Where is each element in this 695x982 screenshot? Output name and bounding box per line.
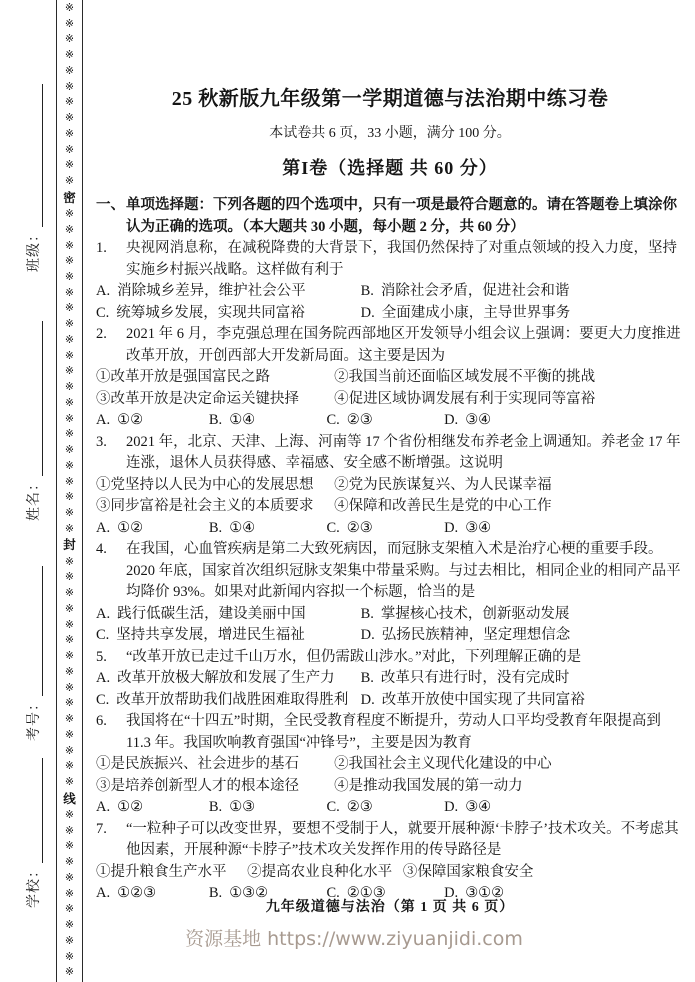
choice-letter: C. [96,627,110,643]
choice-item [361,690,684,712]
choice-text: ①④ [229,412,256,428]
question [96,539,684,647]
choice-text: ①④ [229,519,256,536]
seal-line-symbol: ※ [64,381,75,394]
seal-line-symbol: ※ [64,744,75,757]
question [96,647,684,712]
question [96,711,684,819]
seal-line-symbol: ※ [64,760,75,773]
seal-line-symbol: ※ [64,2,75,14]
seal-line-symbol: ※ [64,143,75,156]
seal-line-symbol: ※ [64,475,75,488]
question-stem: 央视网消息称，在减税降费的大背景下，我国仍然保持了对重点领域的投入力度，坚持实施乡村振兴战略。这样做有利于 [126,240,677,278]
seal-line-symbol: ※ [64,618,75,631]
seal-line-symbol: ※ [64,96,75,109]
question [96,324,684,432]
choice-letter: A. [96,799,111,815]
seal-line-symbol: ※ [64,808,75,821]
choice-letter: A. [96,885,111,901]
choice-text: 消除城乡差异，维护社会公平 [117,283,306,299]
choice-item [96,281,361,303]
seal-line-symbol: ※ [64,127,75,140]
seal-line-symbol: ※ [64,871,75,884]
seal-line-symbol: ※ [64,17,75,30]
choice-item [326,410,444,432]
suboption-item: ③是培养创新型人才的根本途径 [96,777,299,794]
choice-item [209,518,327,540]
choice-letter: A. [96,283,111,299]
fill-in-line [28,321,43,476]
seal-line-symbol: ※ [64,175,75,188]
section-title: 第I卷（选择题 共 60 分） [282,158,498,178]
question-choices [96,604,684,647]
suboption-item: ③改革开放是决定命运关键抉择 [96,390,299,407]
seal-line-symbol: ※ [64,634,75,647]
seal-line-symbol: ※ [64,650,75,663]
margin-field [21,553,43,741]
choice-item [361,303,684,325]
seal-line-symbol: ※ [64,775,75,788]
question [96,819,684,905]
choice-letter: B. [360,605,374,622]
choice-letter: B. [208,519,223,536]
seal-line-symbol: ※ [64,255,75,268]
choice-text: ③④ [465,412,492,428]
seal-line-symbol: ※ [64,459,75,472]
seal-line-symbol: ※ [64,428,75,441]
choice-letter: A. [96,605,111,622]
question-stem: 我国将在“十四五”时期，全民受教育程度不断提升，劳动人口平均受教育年限提高到 11.3 年。我国吹响教育强国“冲锋号”，主要是因为教育 [126,713,661,751]
choice-text: ③④ [465,519,492,536]
suboption-item: ①提升粮食生产水平 [96,863,227,880]
question-choices [96,668,684,711]
question-number: 5. [96,648,107,665]
seal-line-symbol: ※ [64,80,75,93]
instruction-number: 一、 [96,197,125,213]
choice-text: ①②③ [117,885,157,901]
seal-line-symbol: ※ [64,507,75,519]
choice-letter: D. [360,691,375,708]
choice-letter: A. [96,412,111,428]
question-stem: “一粒种子可以改变世界，要想不受制于人，就要开展种源‘卡脖子’技术攻关。不考虑其他因素，开展种源“卡脖子”技术攻关发挥作用的传导路径是 [126,820,679,858]
seal-line-symbol: ※ [64,412,75,425]
seal-line-symbol: ※ [64,919,75,932]
seal-line-symbol: ※ [64,522,75,535]
choice-text: 掌握核心技术，创新驱动发展 [380,605,570,622]
exam-title: 25 秋新版九年级第一学期道德与法治期中练习卷 [171,88,609,110]
seal-line-symbol: ※ [64,934,75,947]
seal-line-symbol: ※ [64,64,75,77]
choice-letter: A. [96,670,111,686]
seal-line-symbol: ※ [64,349,75,362]
choice-letter: B. [208,885,223,901]
question-number: 1. [96,240,107,256]
choice-letter: B. [208,412,223,428]
question [96,238,684,324]
question-choices [96,281,684,324]
seal-line-symbol: ※ [64,396,75,409]
choice-letter: B. [208,799,223,815]
fill-in-line [28,758,43,863]
exam-subtitle: 本试卷共 6 页，33 小题，满分 100 分。 [269,126,511,141]
question-stem: 在我国，心血管疾病是第二大致死病因，而冠脉支架植入术是治疗心梗的重要手段。2020 年底，国家首次组织冠脉支架集中带量采购。与过去相比，相同企业的相同产品平均降价 93%。如果对此新闻内容拟一个标题，恰当的是 [126,541,681,600]
margin-field-label: 学校： [27,863,42,908]
suboption-item: ②提高农业良种化水平 [247,863,393,880]
seal-line-symbol: ※ [64,602,75,615]
margin-field [21,309,43,521]
question-stem: 2021 年 6 月，李克强总理在国务院西部地区开发领导小组会议上强调：要更大力度推进改革开放，开创西部大开发新局面。这主要是因为 [126,326,681,364]
choice-letter: D. [444,519,459,536]
suboption-item: ②我国社会主义现代化建设的中心 [334,756,552,772]
question-list [96,238,684,905]
choice-text: ①② [117,519,144,536]
choice-text: 改革开放极大解放和发展了生产力 [117,670,335,686]
margin-field-label: 姓名： [27,476,42,521]
suboption-item: ④是推动我国发展的第一动力 [334,777,523,794]
seal-line-symbol: ※ [64,681,75,694]
suboption-item: ④保障和改善民生是党的中心工作 [334,498,552,514]
choice-letter: B. [360,670,374,686]
choice-letter: C. [326,885,340,901]
seal-line-character: 线 [63,791,76,806]
seal-line-character: 密 [63,190,76,205]
choice-item [361,625,684,647]
seal-line-symbol: ※ [64,824,75,837]
choice-text: ③①② [465,885,505,901]
choice-letter: D. [444,412,459,428]
seal-line-symbol: ※ [64,587,75,600]
choice-letter: C. [96,691,110,708]
choice-letter: D. [360,627,375,643]
choice-text: ②③ [346,519,373,536]
page-footer: 九年级道德与法治（第 1 页 共 6 页） [265,900,515,915]
choice-letter: C. [326,519,340,536]
choice-text: ②③ [346,412,373,428]
choice-item [209,410,327,432]
question-stem: 2021 年，北京、天津、上海、河南等 17 个省份相继发布养老金上调通知。养老金 17 年连涨，退休人员获得感、幸福感、安全感不断增强。这说明 [126,433,681,471]
margin-field [21,746,43,908]
seal-line-symbol: ※ [64,208,75,221]
suboption-item: ①改革开放是强国富民之路 [96,369,270,385]
question-suboptions [96,754,684,797]
choice-letter: D. [360,304,375,321]
choice-text: ①③② [229,885,269,901]
choice-item [96,410,209,432]
choice-item [361,668,684,690]
choice-letter: C. [96,304,110,321]
choice-item [96,518,209,540]
seal-line-symbol: ※ [64,728,75,741]
choice-item [361,281,684,303]
choice-text: 坚持共享发展，增进民生福祉 [116,627,305,643]
choice-letter: D. [444,799,459,815]
choice-text: 改革开放使中国实现了共同富裕 [381,691,585,708]
margin-field-label: 班级： [27,227,42,272]
choice-letter: A. [96,519,111,536]
watermark-url: 资源基地 https://www.ziyuanjidi.com [185,928,523,950]
choice-text: ①② [117,799,144,815]
instruction-text: 单项选择题：下列各题的四个选项中，只有一项是最符合题意的。请在答题卷上填涂你认为正确的选项。（本大题共 30 小题，每小题 2 分，共 60 分） [126,197,677,235]
section-instruction [96,195,684,238]
choice-letter: C. [326,412,340,428]
question-number: 2. [96,326,107,342]
suboption-item: ②党为民族谋复兴、为人民谋幸福 [334,476,552,493]
choice-text: ③④ [465,799,492,815]
choice-item [209,797,327,819]
choice-item [96,625,361,647]
seal-line-symbol: ※ [64,887,75,900]
seal-line-symbol: ※ [64,159,75,172]
seal-line-symbol: ※ [64,903,75,916]
seal-line-symbol: ※ [64,270,75,283]
choice-item [444,410,684,432]
question-number: 3. [96,433,107,450]
seal-line-character: 封 [63,538,76,553]
fill-in-line [28,566,43,696]
fill-in-line [28,84,43,227]
choice-text: 改革开放帮助我们战胜困难取得胜利 [116,691,349,708]
question-choices [96,410,684,432]
choice-text: 弘扬民族精神，坚定理想信念 [381,627,571,643]
seal-line-symbol: ※ [64,665,75,678]
suboption-item: ③同步富裕是社会主义的本质要求 [96,498,314,514]
choice-item [444,518,684,540]
seal-line-symbol: ※ [64,112,75,125]
exam-content [96,0,684,905]
seal-line-symbol: ※ [64,713,75,726]
question-suboptions [96,367,684,410]
choice-item [444,797,684,819]
choice-letter: D. [444,885,459,901]
seal-line-symbol: ※ [64,491,75,504]
seal-line-symbol: ※ [64,318,75,331]
suboption-item: ①党坚持以人民为中心的发展思想 [96,476,314,493]
choice-letter: B. [360,283,374,299]
suboption-item: ②我国当前还面临区域发展不平衡的挑战 [334,369,596,385]
seal-line-symbol: ※ [64,555,75,568]
seal-line-symbol: ※ [64,33,75,46]
question-number: 4. [96,541,107,557]
suboption-item: ①是民族振兴、社会进步的基石 [96,756,299,772]
choice-item [361,604,684,626]
seal-line-symbol: ※ [64,286,75,299]
margin-field-label: 考号： [27,696,42,741]
seal-line-symbol: ※ [64,239,75,252]
seal-line-symbol: ※ [64,223,75,236]
choice-text: 改革只有进行时，没有完成时 [380,670,570,686]
question-choices [96,797,684,819]
choice-item [96,668,361,690]
seal-line-symbol: ※ [64,571,75,584]
question-stem: “改革开放已走过千山万水，但仍需跋山涉水。”对此，下列理解正确的是 [126,648,582,665]
choice-letter: C. [326,799,340,815]
choice-item [96,303,361,325]
choice-item [96,604,361,626]
margin-field [21,72,43,272]
question [96,432,684,540]
seal-line-symbol: ※ [64,365,75,378]
question-suboptions [96,475,684,518]
choice-text: 践行低碳生活，建设美丽中国 [117,605,306,622]
choice-text: ②①③ [346,885,386,901]
question-choices [96,518,684,540]
question-suboptions [96,862,684,884]
choice-item [326,797,444,819]
choice-text: 全面建成小康，主导世界事务 [381,304,571,321]
choice-text: ①③ [229,799,256,815]
seal-line-symbol: ※ [64,966,75,979]
question-number: 7. [96,820,107,837]
choice-item [96,690,361,712]
seal-line-strip [56,0,83,982]
seal-line-symbol: ※ [64,840,75,853]
seal-line-symbol: ※ [64,950,75,963]
choice-text: 消除社会矛盾，促进社会和谐 [380,283,570,299]
choice-text: 统筹城乡发展，实现共同富裕 [116,304,305,321]
question-number: 6. [96,713,107,729]
seal-line-symbol: ※ [64,444,75,457]
suboption-item: ④促进区域协调发展有利于实现同等富裕 [334,390,596,407]
suboption-item: ③保障国家粮食安全 [402,863,534,880]
choice-text: ②③ [346,799,373,815]
seal-line-symbol: ※ [64,302,75,315]
seal-line-symbol: ※ [64,49,75,62]
choice-item [326,518,444,540]
seal-line-symbol: ※ [64,856,75,869]
choice-text: ①② [117,412,144,428]
choice-item [96,797,209,819]
seal-line-symbol: ※ [64,333,75,346]
seal-line-symbol: ※ [64,697,75,710]
